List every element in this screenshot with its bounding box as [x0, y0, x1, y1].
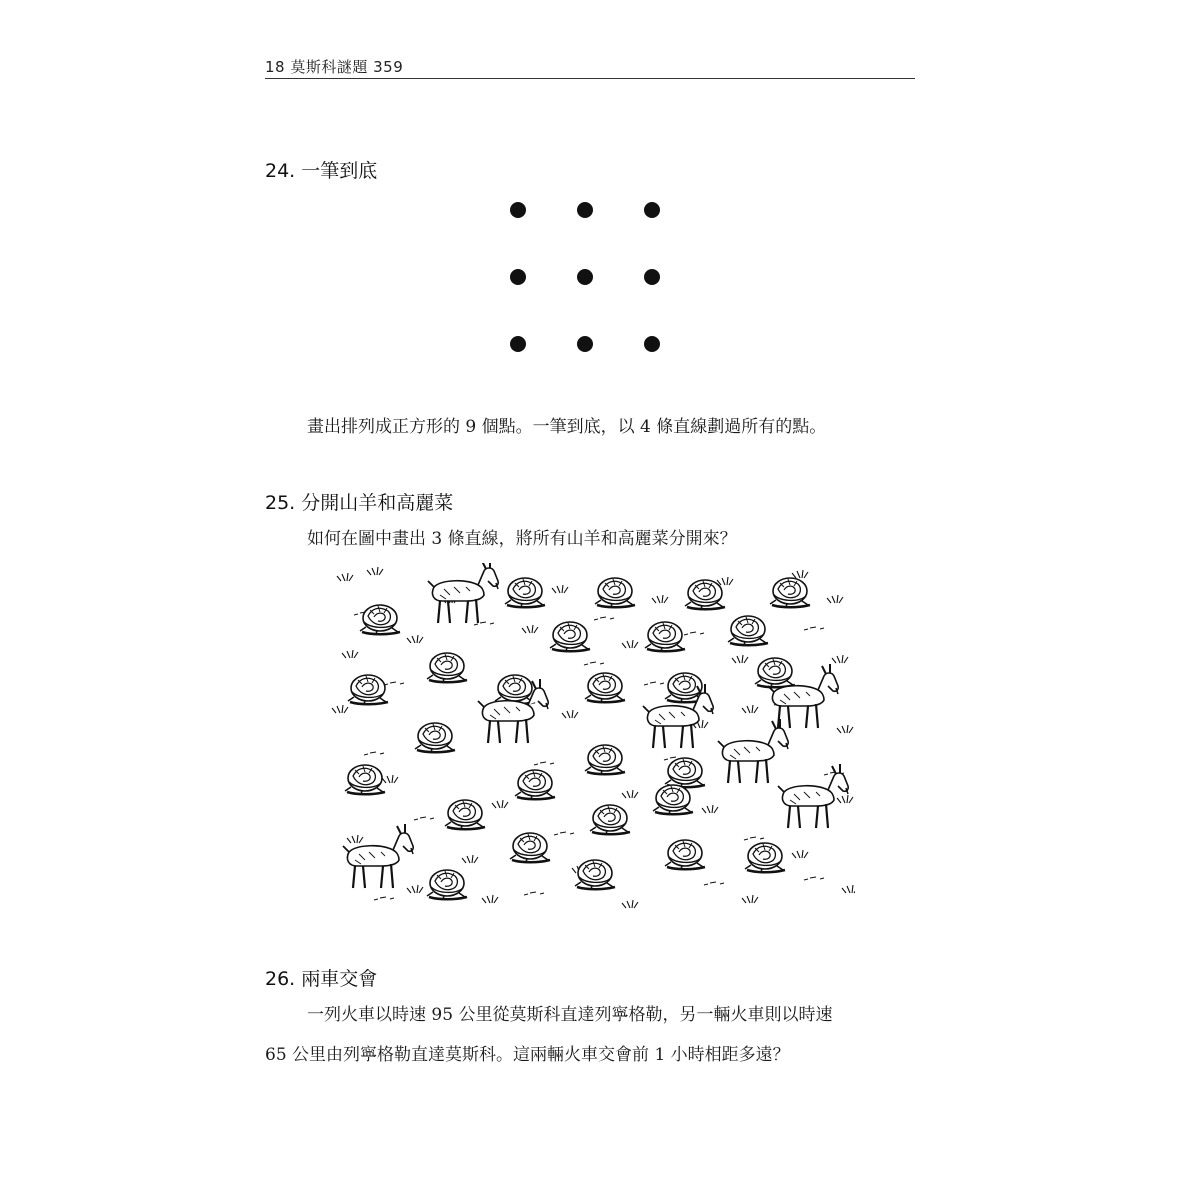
cabbages: [345, 578, 810, 900]
header-rule: [265, 78, 915, 79]
puzzle-25-text: 如何在圖中畫出 3 條直線，將所有山羊和高麗菜分開來？: [307, 529, 737, 549]
dot-r1-c3: [644, 202, 660, 218]
dot-r3-c3: [644, 336, 660, 352]
dot-r2-c3: [644, 269, 660, 285]
nine-dots-figure: [500, 195, 670, 355]
dot-r1-c2: [577, 202, 593, 218]
puzzle-24-title: 24. 一筆到底: [265, 160, 378, 182]
puzzle-26-line-1: 一列火車以時速 95 公里從莫斯科直達列寧格勒，另一輛火車則以時速: [307, 1005, 833, 1025]
dot-r3-c2: [577, 336, 593, 352]
goats: [343, 563, 848, 888]
puzzle-26-title: 26. 兩車交會: [265, 968, 378, 990]
goats-and-cabbages-illustration: [330, 563, 855, 913]
dot-r1-c1: [510, 202, 526, 218]
puzzle-24-text: 畫出排列成正方形的 9 個點。一筆到底，以 4 條直線劃過所有的點。: [307, 417, 827, 437]
dot-r3-c1: [510, 336, 526, 352]
dot-r2-c1: [510, 269, 526, 285]
running-head: 18 莫斯科謎題 359: [265, 58, 404, 76]
dot-r2-c2: [577, 269, 593, 285]
puzzle-26-line-2: 65 公里由列寧格勒直達莫斯科。這兩輛火車交會前 1 小時相距多遠？: [265, 1045, 790, 1065]
puzzle-25-title: 25. 分開山羊和高麗菜: [265, 492, 454, 514]
